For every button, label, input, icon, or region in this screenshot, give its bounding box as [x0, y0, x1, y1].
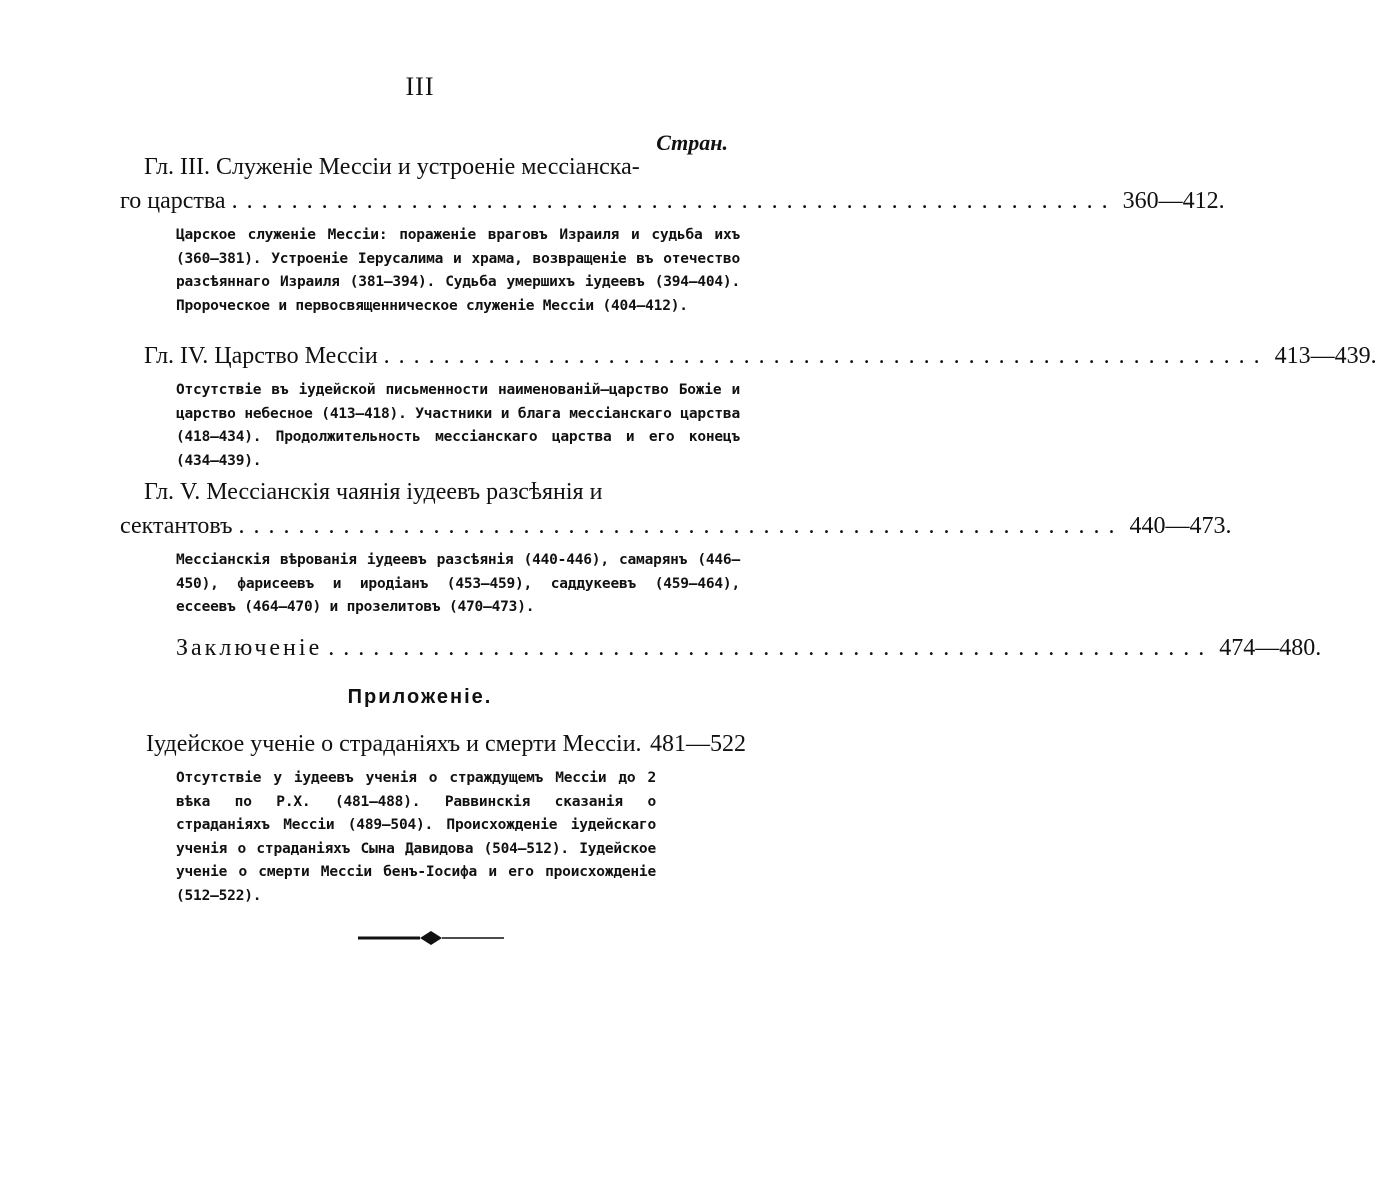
- entry-title-line-1: Іудейское ученіе о страданіяхъ и смерти Мессіи.: [146, 731, 642, 757]
- entry-description: Мессіанскія вѣрованія іудеевъ разсѣянія (440-446), самарянъ (446—450), фарисеевъ и иродіанъ (453—459), саддукеевъ (459—464), ессеевъ (464—470) и прозелитовъ (470—473).: [176, 552, 740, 615]
- entry-pages: 481—522: [650, 731, 746, 757]
- entry-title-line-1: Заключеніе: [176, 635, 323, 661]
- ornament-divider: [358, 928, 504, 948]
- page-number: III: [405, 72, 435, 101]
- entry-leader-line: [120, 339, 1377, 373]
- toc-entry-chapter-5: [120, 475, 1232, 620]
- toc-entry-conclusion: [120, 631, 1322, 665]
- entry-title: [120, 150, 1225, 218]
- entry-title-line-2: сектантовъ: [120, 513, 233, 539]
- entry-pages: 413—439.: [1274, 343, 1377, 369]
- entry-title: [120, 631, 1322, 665]
- entry-description: Отсутствіе въ іудейской письменности наименованій—царство Божіе и царство небесное (413—418). Участники и блага мессіанскаго царства (418—434). Продолжительность мессіанскаго царства и его конецъ (434—439).: [176, 382, 740, 469]
- entry-leader-line: [120, 184, 1225, 218]
- entry-leader-line: [120, 631, 1322, 665]
- entry-title-line-1: Гл. III. Служеніе Мессіи и устроеніе мессіанска-: [144, 154, 640, 180]
- entry-description: Царское служеніе Мессіи: пораженіе враговъ Израиля и судьба ихъ (360—381). Устроеніе Іерусалима и храма, возвращеніе въ отечество разсѣяннаго Израиля (381—394). Судьба умершихъ іудеевъ (394—404). Пророческое и первосвященническое служеніе Мессіи (404—412).: [176, 227, 740, 314]
- entry-leader-line: [120, 509, 1232, 543]
- ornament-diamond: [420, 931, 442, 945]
- entry-title: [120, 339, 1377, 373]
- pages-column-heading: Стран.: [656, 130, 728, 155]
- appendix-heading: Приложеніе.: [347, 686, 493, 708]
- entry-title-line-2: го царства: [120, 188, 226, 214]
- entry-pages: 474—480.: [1219, 635, 1322, 661]
- dot-leader: ...........................................................: [238, 513, 1124, 539]
- entry-title-line-1: Гл. V. Мессіанскія чаянія іудеевъ разсѣянія и: [144, 479, 603, 505]
- entry-title-line-1: Гл. IV. Царство Мессіи: [144, 343, 378, 369]
- entry-description: Отсутствіе у іудеевъ ученія о страждущемъ Мессіи до 2 вѣка по Р.Х. (481—488). Раввинскія сказанія о страданіяхъ Мессіи (489—504). Происхожденіе іудейскаго ученія о страданіяхъ Сына Давидова (504—512). Іудейское ученіе о смерти Мессіи бенъ-Іосифа и его происхожденіе (512—522).: [176, 770, 656, 904]
- entry-leader-line: [146, 727, 746, 761]
- entry-pages: 360—412.: [1122, 188, 1225, 214]
- dot-leader: ...........................................................: [231, 188, 1117, 214]
- toc-entry-chapter-4: [120, 339, 1377, 473]
- entry-title: [120, 475, 1232, 543]
- dot-leader: ...........................................................: [383, 343, 1269, 369]
- entry-title: [146, 727, 746, 761]
- entry-pages: 440—473.: [1129, 513, 1232, 539]
- dot-leader: ...........................................................: [328, 635, 1214, 661]
- toc-entry-appendix: [146, 727, 746, 908]
- toc-entry-chapter-3: [120, 150, 1225, 318]
